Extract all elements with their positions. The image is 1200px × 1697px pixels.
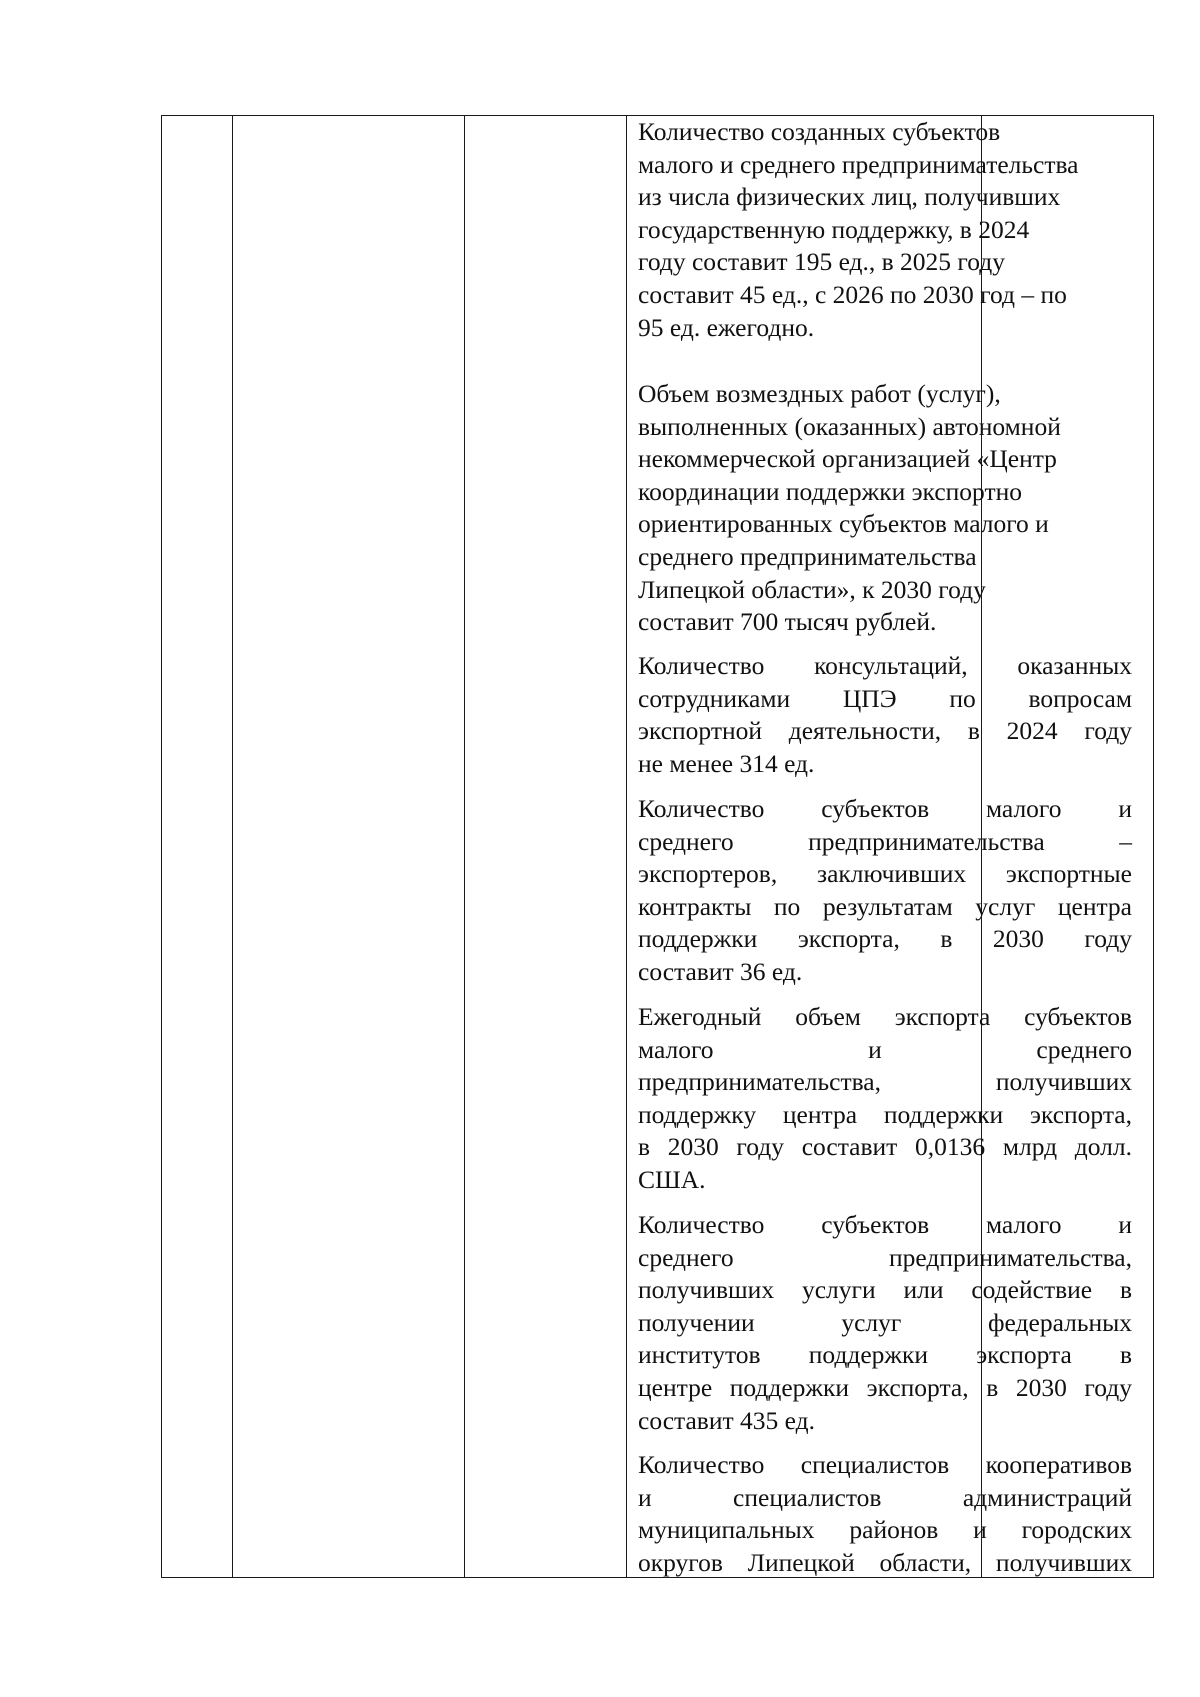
text-line: составит 45 ед., с 2026 по 2030 год – по: [638, 279, 1067, 309]
text-line: среднего предпринимательства,: [638, 1242, 1132, 1272]
text-line: малого и среднего предпринимательства: [638, 149, 1079, 179]
text-line: Количество субъектов малого и: [638, 1210, 1132, 1239]
text-line: центре поддержки экспорта, в 2030 году: [638, 1372, 1132, 1402]
text-line: поддержку центра поддержки экспорта,: [638, 1099, 1132, 1129]
text-line: ориентированных субъектов малого и: [638, 509, 1049, 539]
text-line: институтов поддержки экспорта в: [638, 1340, 1132, 1370]
indicators-table: [161, 115, 1154, 1578]
text-line: из числа физических лиц, получивших: [638, 182, 1061, 212]
paragraph-exporters-contracts: [638, 793, 1132, 989]
text-line: в 2030 году составит 0,0136 млрд долл.: [638, 1132, 1132, 1162]
text-line: экспортной деятельности, в 2024 году: [638, 716, 1132, 746]
text-line: составит 700 тысяч рублей.: [638, 607, 937, 637]
paragraph-federal-institutes-services: [638, 1209, 1132, 1437]
text-line: некоммерческой организацией «Центр: [638, 444, 1057, 474]
text-line: Объем возмездных работ (услуг),: [638, 379, 1001, 408]
text-line: координации поддержки экспортно: [638, 476, 1022, 506]
text-line: Липецкой области», к 2030 году: [638, 574, 986, 604]
text-line: сотрудниками ЦПЭ по вопросам: [638, 683, 1132, 713]
paragraph-paid-works-volume: [638, 378, 1132, 639]
text-line: составит 435 ед.: [638, 1405, 815, 1435]
text-line: поддержки экспорта, в 2030 году: [638, 924, 1132, 954]
column-divider-1: [232, 116, 233, 1577]
text-line: Количество субъектов малого и: [638, 794, 1132, 823]
text-line: получивших услуги или содействие в: [638, 1275, 1132, 1305]
text-line: Количество консультаций, оказанных: [638, 651, 1132, 680]
text-line: предпринимательства, получивших: [638, 1067, 1132, 1097]
text-line: округов Липецкой области, получивших: [638, 1547, 1132, 1577]
text-line: Количество специалистов кооперативов: [638, 1450, 1132, 1479]
text-line: выполненных (оказанных) автономной: [638, 411, 1061, 441]
text-line: Ежегодный объем экспорта субъектов: [638, 1002, 1132, 1031]
column-divider-3: [626, 116, 627, 1577]
text-line: 95 ед. ежегодно.: [638, 312, 815, 342]
text-line: государственную поддержку, в 2024: [638, 214, 1030, 244]
text-line: муниципальных районов и городских: [638, 1515, 1132, 1545]
column-divider-2: [464, 116, 465, 1577]
text-line: среднего предпринимательства –: [638, 826, 1132, 856]
text-line: экспортеров, заключивших экспортные: [638, 859, 1132, 889]
text-line: составит 36 ед.: [638, 956, 803, 986]
text-line: получении услуг федеральных: [638, 1307, 1132, 1337]
text-line: не менее 314 ед.: [638, 748, 815, 778]
paragraph-created-smes: [638, 116, 1132, 344]
text-line: малого и среднего: [638, 1034, 1132, 1064]
paragraph-cooperative-specialists: [638, 1449, 1132, 1579]
text-line: контракты по результатам услуг центра: [638, 891, 1132, 921]
text-line: Количество созданных субъектов: [638, 117, 1001, 146]
text-line: и специалистов администраций: [638, 1482, 1132, 1512]
text-line: среднего предпринимательства: [638, 541, 977, 571]
text-line: США.: [638, 1164, 706, 1194]
paragraph-consultations: [638, 650, 1132, 780]
paragraph-annual-export-volume: [638, 1001, 1132, 1197]
text-line: году составит 195 ед., в 2025 году: [638, 247, 1005, 277]
